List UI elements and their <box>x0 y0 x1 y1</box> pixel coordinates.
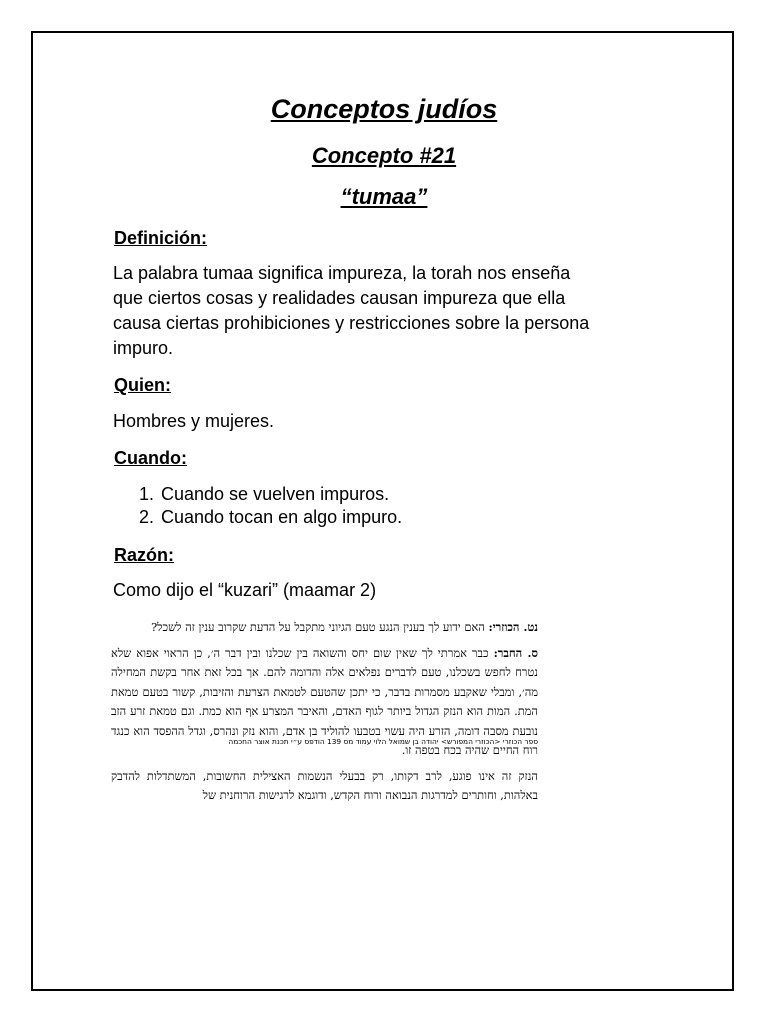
razon-text: Como dijo el “kuzari” (maamar 2) <box>113 580 377 600</box>
definition-line: La palabra tumaa significa impureza, la torah nos enseña <box>113 263 571 283</box>
razon-heading: Razón: <box>114 545 174 565</box>
definition-text <box>113 261 673 361</box>
excerpt-speaker: נט. הכוזרי: <box>488 620 538 634</box>
list-item: 2. Cuando tocan en algo impuro. <box>159 506 402 529</box>
excerpt-text: האם ידוע לך בענין הנגע טעם הגיוני מתקבל על הדעת שקרוב ענין זה לשכל? <box>151 620 485 634</box>
concept-term: “tumaa” <box>340 184 428 209</box>
excerpt-paragraph <box>111 618 538 638</box>
cuando-heading: Cuando: <box>114 448 187 468</box>
definition-line: que ciertos cosas y realidades causan impureza que ella <box>113 288 566 308</box>
concept-number: Concepto #21 <box>311 143 457 168</box>
excerpt-source: ספר הכוזרי <הכוזרי המפורש> יהודה בן שמואל הלוי עמוד מס 139 הודפס ע״י תכנת אוצר החכמה <box>228 737 538 746</box>
definition-line: impuro. <box>113 338 174 358</box>
list-item: 1. Cuando se vuelven impuros. <box>159 483 402 506</box>
excerpt-text: כבר אמרתי לך שאין שום יחס והשואה בין שכלנו ובין דבר ה׳, כן הראוי אפוא שלא נטרח לחפש בשכלנו, טעם לדברים נפלאים אלה והדומה להם. אך בכל זאת אחר בקשת המחילה מה׳, ומבלי שאקבע מסמרות בדבר, כי יתכן שהטעם לטמאת הצרעת והזיבות, קשור בטעם טמאת המת. המות הוא הנזק הגדול ביותר לגוף האדם, והאיבר המצרע אף הוא כמת. וגם טמאת זרע הזב נובעת מסבה דומה, הזרע היה עשוי בטבעו להוליד בן אדם, והוא נזק ונהרס, וגדל ההפסד הוא כנגד רוח החיים שהיה בכח בטפה זו. <box>111 645 538 757</box>
definition-line: causa ciertas prohibiciones y restricciones sobre la persona <box>113 313 590 333</box>
quien-heading: Quien: <box>114 375 171 395</box>
main-title: Conceptos judíos <box>270 94 498 124</box>
cuando-list <box>113 483 402 529</box>
definition-heading: Definición: <box>114 228 207 248</box>
excerpt-speaker: ס. החבר: <box>493 645 538 660</box>
excerpt-paragraph: הנזק זה אינו פוגע, לרב דקותו, רק בבעלי הנשמות האצילית החשובות, המשתדלות להדבק באלהות, וחותרים למדרגות הנבואה ורוח הקדש, ודוגמא לרגישות הרוחנית של <box>111 768 538 802</box>
quien-text: Hombres y mujeres. <box>113 411 275 431</box>
